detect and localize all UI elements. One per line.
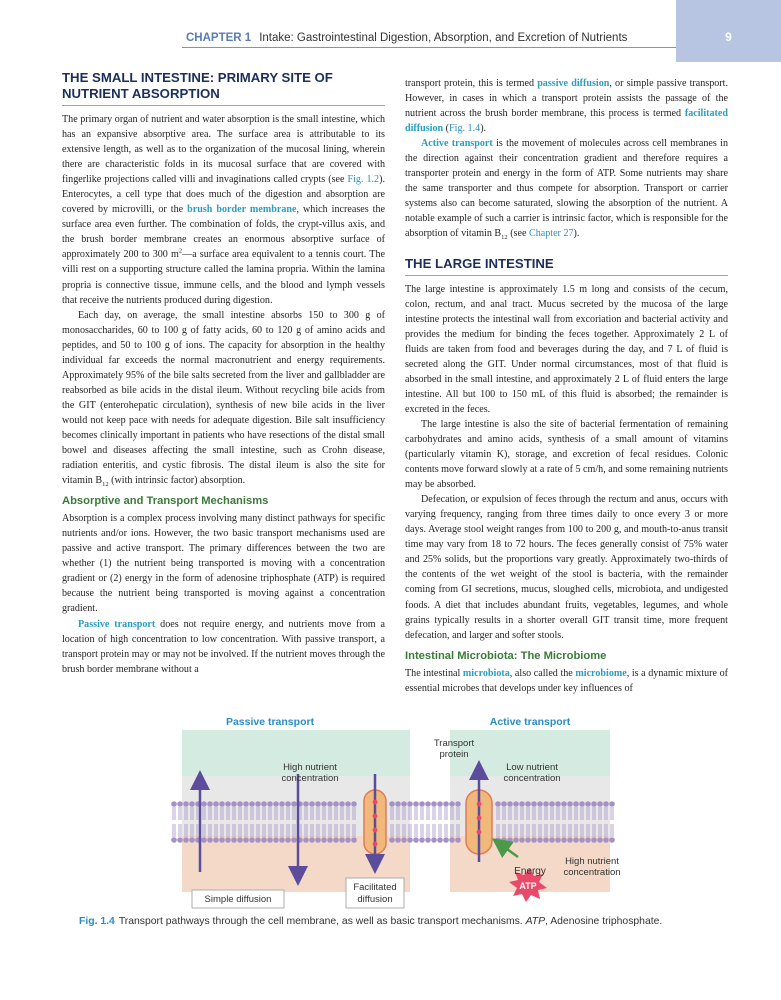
- high-nutrient-label: High nutrient concentration: [281, 762, 339, 784]
- text-run: is the movement of molecules across cell membranes in the direction against their concentration gradient and therefore requires a transporter protein and energy in the form of ATP. Some nutrients may share the same transporter and thus compete for absorption. Transport or carrier systems also can become saturated, slowing the absorption of the nutrient. A notable example of such a carrier is intrinsic factor, which is responsible for the absorption of vitamin B: [405, 138, 729, 240]
- caption-text: Transport pathways through the cell membrane, as well as basic transport mechanisms.: [118, 916, 523, 927]
- glossary-term[interactable]: brush border membrane: [187, 204, 297, 216]
- figure-link[interactable]: Fig. 1.2: [347, 174, 380, 186]
- running-head: [186, 32, 627, 44]
- glossary-term[interactable]: microbiome: [575, 667, 627, 679]
- text-run: , which increases the surface area even further. The combination of folds, the crypt-villus axis, and the brush border membrane creates an enormous absorptive surface of approximately 200 to 300 m: [62, 204, 385, 261]
- subsection-title-transport: Absorptive and Transport Mechanisms: [62, 495, 269, 508]
- figure-label: Fig. 1.4: [79, 916, 115, 927]
- glossary-term[interactable]: passive diffusion: [537, 78, 610, 89]
- figure-caption: [79, 916, 759, 927]
- chapter-link[interactable]: Chapter 27: [528, 228, 574, 240]
- text-run: (with intrinsic factor) absorption.: [108, 475, 246, 487]
- figure-link[interactable]: Fig. 1.4: [449, 123, 481, 135]
- right-column: [405, 76, 728, 696]
- paragraph: Defecation, or expulsion of feces through the rectum and anus, occurs with varying frequency, ranging from three times daily to once every 3 or more days. Average stool weight ranges from 100 to 200 g, and mouth-to-anus transit time may vary from 18 to 72 hours. The feces generally consist of 75% water and 25% solids, but the proportions vary greatly. Approximately two-thirds of the contents of the wet weight of the stool is bacteria, with the remainder coming from GI secretions, mucus, sloughed cells, microbiota, and undigested foods. A diet that includes abundant fruits, vegetables, legumes, and whole grains typically results in a shorter overall GIT transit time, more frequent defecation, and larger and softer stools.: [405, 494, 728, 641]
- text-run: The primary organ of nutrient and water absorption is the small intestine, which has an expansive absorptive area. The surface area is attributable to its extensive length, as well as to the organization of the mucosal lining, wherein there are characteristic folds in its mucosal surface that are covered with fingerlike projections called villi and invaginations called crypts (see: [62, 114, 385, 186]
- subscript: 12: [501, 234, 508, 242]
- paragraph: [62, 112, 385, 308]
- high-nutrient-label-active: High nutrient concentration: [563, 856, 620, 878]
- subscript: 12: [102, 481, 109, 489]
- chapter-title: Intake: Gastrointestinal Digestion, Absorption, and Excretion of Nutrients: [259, 32, 628, 44]
- left-column: [62, 70, 385, 677]
- caption-abbreviation: ATP: [525, 916, 546, 927]
- glossary-term[interactable]: facilitated diffusion: [405, 108, 728, 135]
- paragraph: [62, 617, 385, 677]
- page-number-tab: [676, 0, 781, 62]
- paragraph: [405, 666, 728, 696]
- facilitated-diffusion-label: Facilitated diffusion: [353, 882, 397, 905]
- glossary-term[interactable]: Active transport: [421, 138, 493, 150]
- energy-label: Energy: [514, 866, 546, 877]
- paragraph: The large intestine is also the site of bacterial fermentation of remaining carbohydrates and amino acids, synthesis of a small amount of vitamins (particularly vitamin K), storage, and excretion of fecal residues. Colonic contents move forward slowly at a rate of 5 cm/h, and some remaining nutrients may be absorbed.: [405, 418, 728, 491]
- text-run: , also called the: [509, 667, 576, 679]
- section-title-line-2: NUTRIENT ABSORPTION: [62, 86, 220, 101]
- text-run: transport protein, this is termed: [405, 78, 538, 89]
- superscript: 2: [178, 248, 183, 256]
- chapter-label: CHAPTER 1: [186, 32, 252, 44]
- section-title-small-intestine: [62, 70, 385, 106]
- transport-diagram-svg: [160, 712, 620, 912]
- paragraph: [405, 136, 728, 241]
- text-run: —a surface area equivalent to a tennis court. The villi rest on a supporting structure called the lamina propria. Within the lamina propria is connective tissue, immune cells, and the blood and lymph vessels that receive the nutrients produced during digestion.: [62, 249, 385, 306]
- caption-abbreviation-definition: , Adenosine triphosphate.: [545, 916, 663, 927]
- figure-transport-diagram: [160, 712, 620, 912]
- low-nutrient-label: Low nutrient concentration: [503, 762, 561, 784]
- text-run: (see: [507, 228, 529, 240]
- text-run: , or simple passive transport. However, in cases in which a transport protein assists the passage of the nutrient across the brush border membrane, this process is termed: [405, 78, 728, 120]
- transport-protein-label: Transport protein: [433, 738, 475, 760]
- paragraph: Absorption is a complex process involving many distinct pathways for specific nutrients and/or ions. However, the two basic transport mechanisms used are passive and active transport. The primary differences between the two are whether (1) the nutrient being transported is moving with a concentration gradient or (2) energy in the form of adenosine triphosphate (ATP) is required because the nutrient being transported is moving against a concentration gradient.: [62, 513, 385, 615]
- page-header: [0, 0, 781, 62]
- text-run: ). Enterocytes, a cell type that does much of the digestion and absorption are covered by microvilli, or the: [62, 174, 385, 216]
- section-title-large-intestine: THE LARGE INTESTINE: [405, 256, 728, 276]
- simple-diffusion-label: Simple diffusion: [204, 894, 272, 905]
- text-run: ).: [573, 228, 580, 240]
- subsection-title-microbiome: Intestinal Microbiota: The Microbiome: [405, 649, 607, 662]
- text-run: , is a dynamic mixture of essential microbes that develops under key influences of: [405, 667, 728, 694]
- text-run: (: [443, 123, 450, 135]
- paragraph: [405, 76, 728, 136]
- section-title-line-1: THE SMALL INTESTINE: PRIMARY SITE OF: [62, 70, 333, 85]
- paragraph: [62, 308, 385, 489]
- paragraph: The large intestine is approximately 1.5 m long and consists of the cecum, colon, rectum, and anal tract. Mucus secreted by the mucosa of the large intestine protects the intestinal wall from excoriation and bacterial activity and provides the medium for binding the feces together. Approximately 2 L of fluids are taken from food and beverages during the day, and 7 L of fluid is secreted along the GIT. Under normal circumstances, most of that fluid is absorbed in the small intestine, and approximately 2 L of fluid enters the large intestine. All but 100 to 150 mL of this fluid is absorbed; the remainder is excreted in the feces.: [405, 283, 728, 415]
- glossary-term[interactable]: microbiota: [462, 667, 510, 679]
- page-number: 9: [725, 30, 732, 44]
- text-run: Each day, on average, the small intestine absorbs 150 to 300 g of monosaccharides, 60 to 100 g of fatty acids, 60 to 120 g of amino acids and peptides, and 50 to 100 g of ions. The capacity for absorption in the healthy individual far exceeds the normal macronutrient and energy requirements. Approximately 95% of the bile salts secreted from the liver and gallbladder are reabsorbed as bile acids in the distal ileum. Without recycling bile acids from the GIT (enterohepatic circulation), synthesis of new bile acids in the liver would not keep pace with needs for adequate digestion. Bile salt insufficiency becomes clinically important in patients who have resections of the distal small bowel and diseases affecting the small intestine, such as Crohn disease, radiation enteritis, and cystic fibrosis. The distal ileum is also the site for vitamin B: [62, 309, 385, 487]
- atp-label: ATP: [519, 881, 537, 891]
- header-rule: [182, 47, 676, 48]
- glossary-term[interactable]: Passive transport: [78, 618, 156, 630]
- text-run: does not require energy, and nutrients move from a location of high concentration to low concentration. With passive transport, a transport protein may or may not be involved. If the nutrient moves through the brush border membrane without a: [62, 618, 385, 675]
- active-transport-title: Active transport: [489, 716, 571, 728]
- text-run: The intestinal: [405, 667, 463, 679]
- passive-transport-title: Passive transport: [225, 716, 315, 728]
- text-run: ).: [480, 123, 487, 135]
